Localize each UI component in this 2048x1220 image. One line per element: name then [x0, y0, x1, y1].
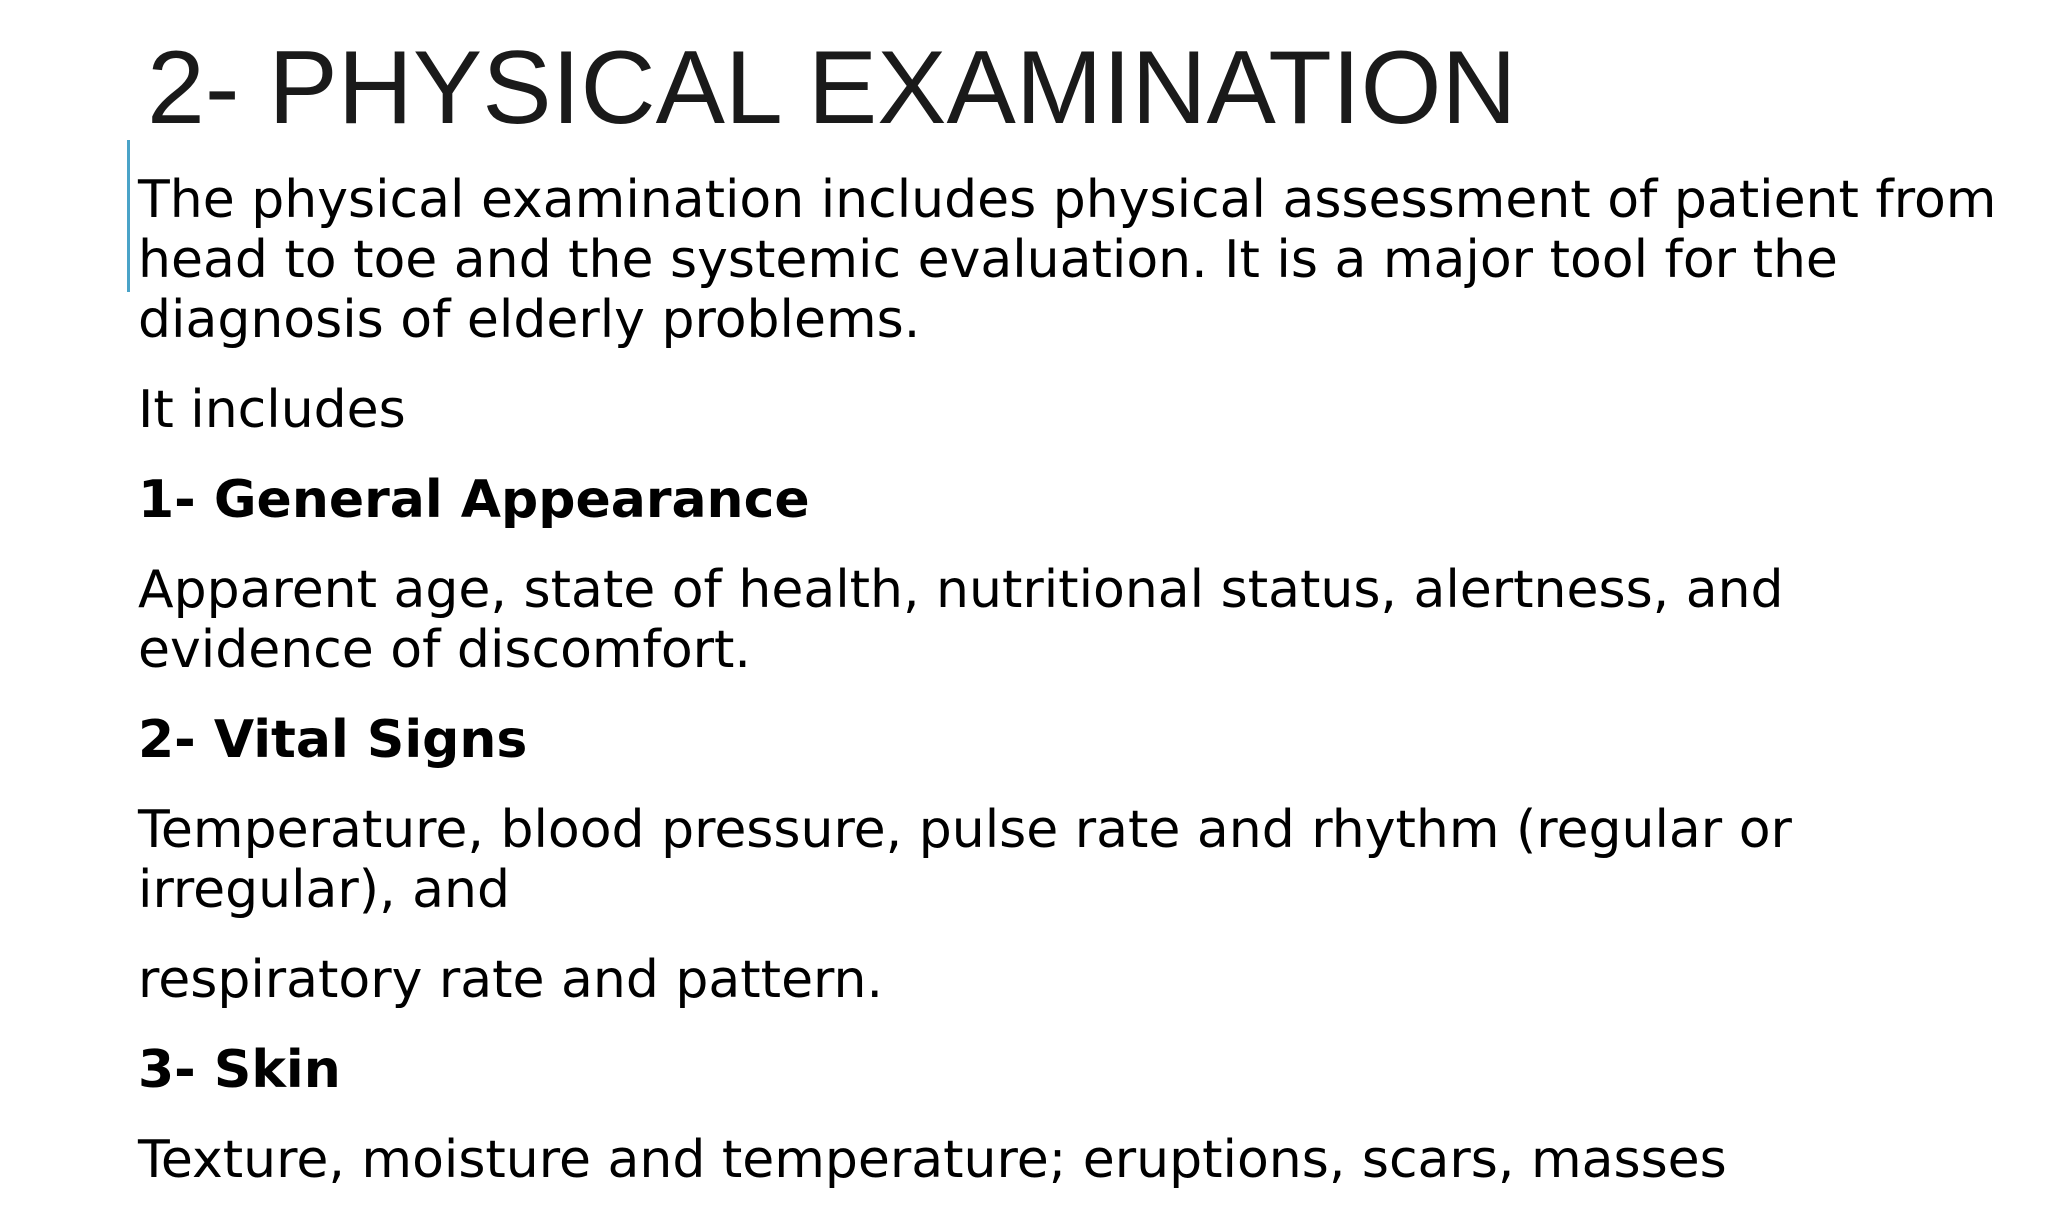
skin-text: Texture, moisture and temperature; eruptions, scars, masses — [138, 1130, 1727, 1190]
slide-title: 2- PHYSICAL EXAMINATION — [147, 30, 1517, 146]
vital-signs-text-continued: respiratory rate and pattern. — [138, 950, 884, 1010]
includes-line: It includes — [138, 380, 406, 440]
heading-general-appearance: 1- General Appearance — [138, 470, 810, 530]
text-cursor-bar — [127, 140, 130, 292]
slide-body — [138, 170, 2018, 1220]
general-appearance-text: Apparent age, state of health, nutritional status, alertness, and evidence of discomfort. — [138, 560, 1784, 680]
intro-paragraph: The physical examination includes physical assessment of patient from head to toe and the systemic evaluation. It is a major tool for the diagnosis of elderly problems. — [138, 170, 1997, 350]
heading-skin: 3- Skin — [138, 1040, 341, 1100]
vital-signs-text: Temperature, blood pressure, pulse rate and rhythm (regular or irregular), and — [138, 800, 1792, 920]
heading-vital-signs: 2- Vital Signs — [138, 710, 528, 770]
